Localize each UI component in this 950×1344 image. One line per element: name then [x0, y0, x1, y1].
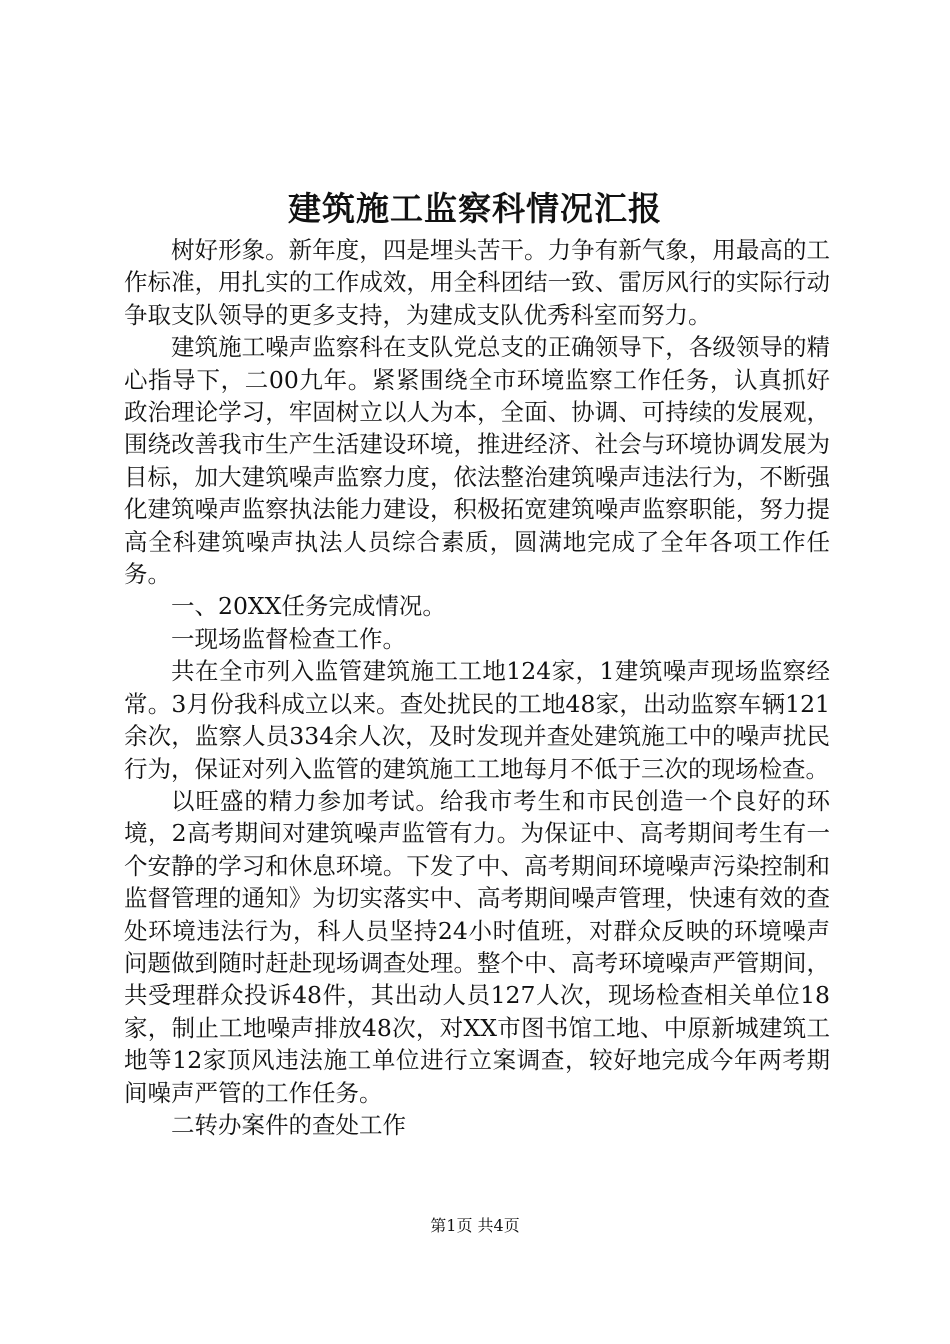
- paragraph: 共在全市列入监管建筑施工工地124家，1建筑噪声现场监察经常。3月份我科成立以来。查处扰民的工地48家，出动监察车辆121余次，监察人员334余人次，及时发现并查处建筑施工中的噪声扰民行为，保证对列入监管的建筑施工工地每月不低于三次的现场检查。: [124, 657, 830, 783]
- section-heading: 一、20XX任务完成情况。: [171, 592, 446, 621]
- page-footer: 第1页 共4页: [430, 1216, 520, 1235]
- paragraph: 树好形象。新年度，四是埋头苦干。力争有新气象，用最高的工作标准，用扎实的工作成效，用全科团结一致、雷厉风行的实际行动争取支队领导的更多支持，为建成支队优秀科室而努力。: [124, 236, 830, 329]
- document-body: [124, 234, 830, 1141]
- document-title: 建筑施工监察科情况汇报: [288, 189, 662, 228]
- subsection-heading: 一现场监督检查工作。: [171, 624, 406, 653]
- paragraph: 建筑施工噪声监察科在支队党总支的正确领导下，各级领导的精心指导下，二00九年。紧紧围绕全市环境监察工作任务，认真抓好政治理论学习，牢固树立以人为本，全面、协调、可持续的发展观，围绕改善我市生产生活建设环境，推进经济、社会与环境协调发展为目标，加大建筑噪声监察力度，依法整治建筑噪声违法行为，不断强化建筑噪声监察执法能力建设，积极拓宽建筑噪声监察职能，努力提高全科建筑噪声执法人员综合素质，圆满地完成了全年各项工作任务。: [124, 333, 830, 589]
- paragraph: 以旺盛的精力参加考试。给我市考生和市民创造一个良好的环境，2高考期间对建筑噪声监管有力。为保证中、高考期间考生有一个安静的学习和休息环境。下发了中、高考期间环境噪声污染控制和监督管理的通知》为切实落实中、高考期间噪声管理，快速有效的查处环境违法行为，科人员坚持24小时值班，对群众反映的环境噪声问题做到随时赶赴现场调查处理。整个中、高考环境噪声严管期间，共受理群众投诉48件，其出动人员127人次，现场检查相关单位18家，制止工地噪声排放48次，对XX市图书馆工地、中原新城建筑工地等12家顶风违法施工单位进行立案调查，较好地完成今年两考期间噪声严管的工作任务。: [124, 786, 830, 1107]
- subsection-heading: 二转办案件的查处工作: [171, 1110, 406, 1139]
